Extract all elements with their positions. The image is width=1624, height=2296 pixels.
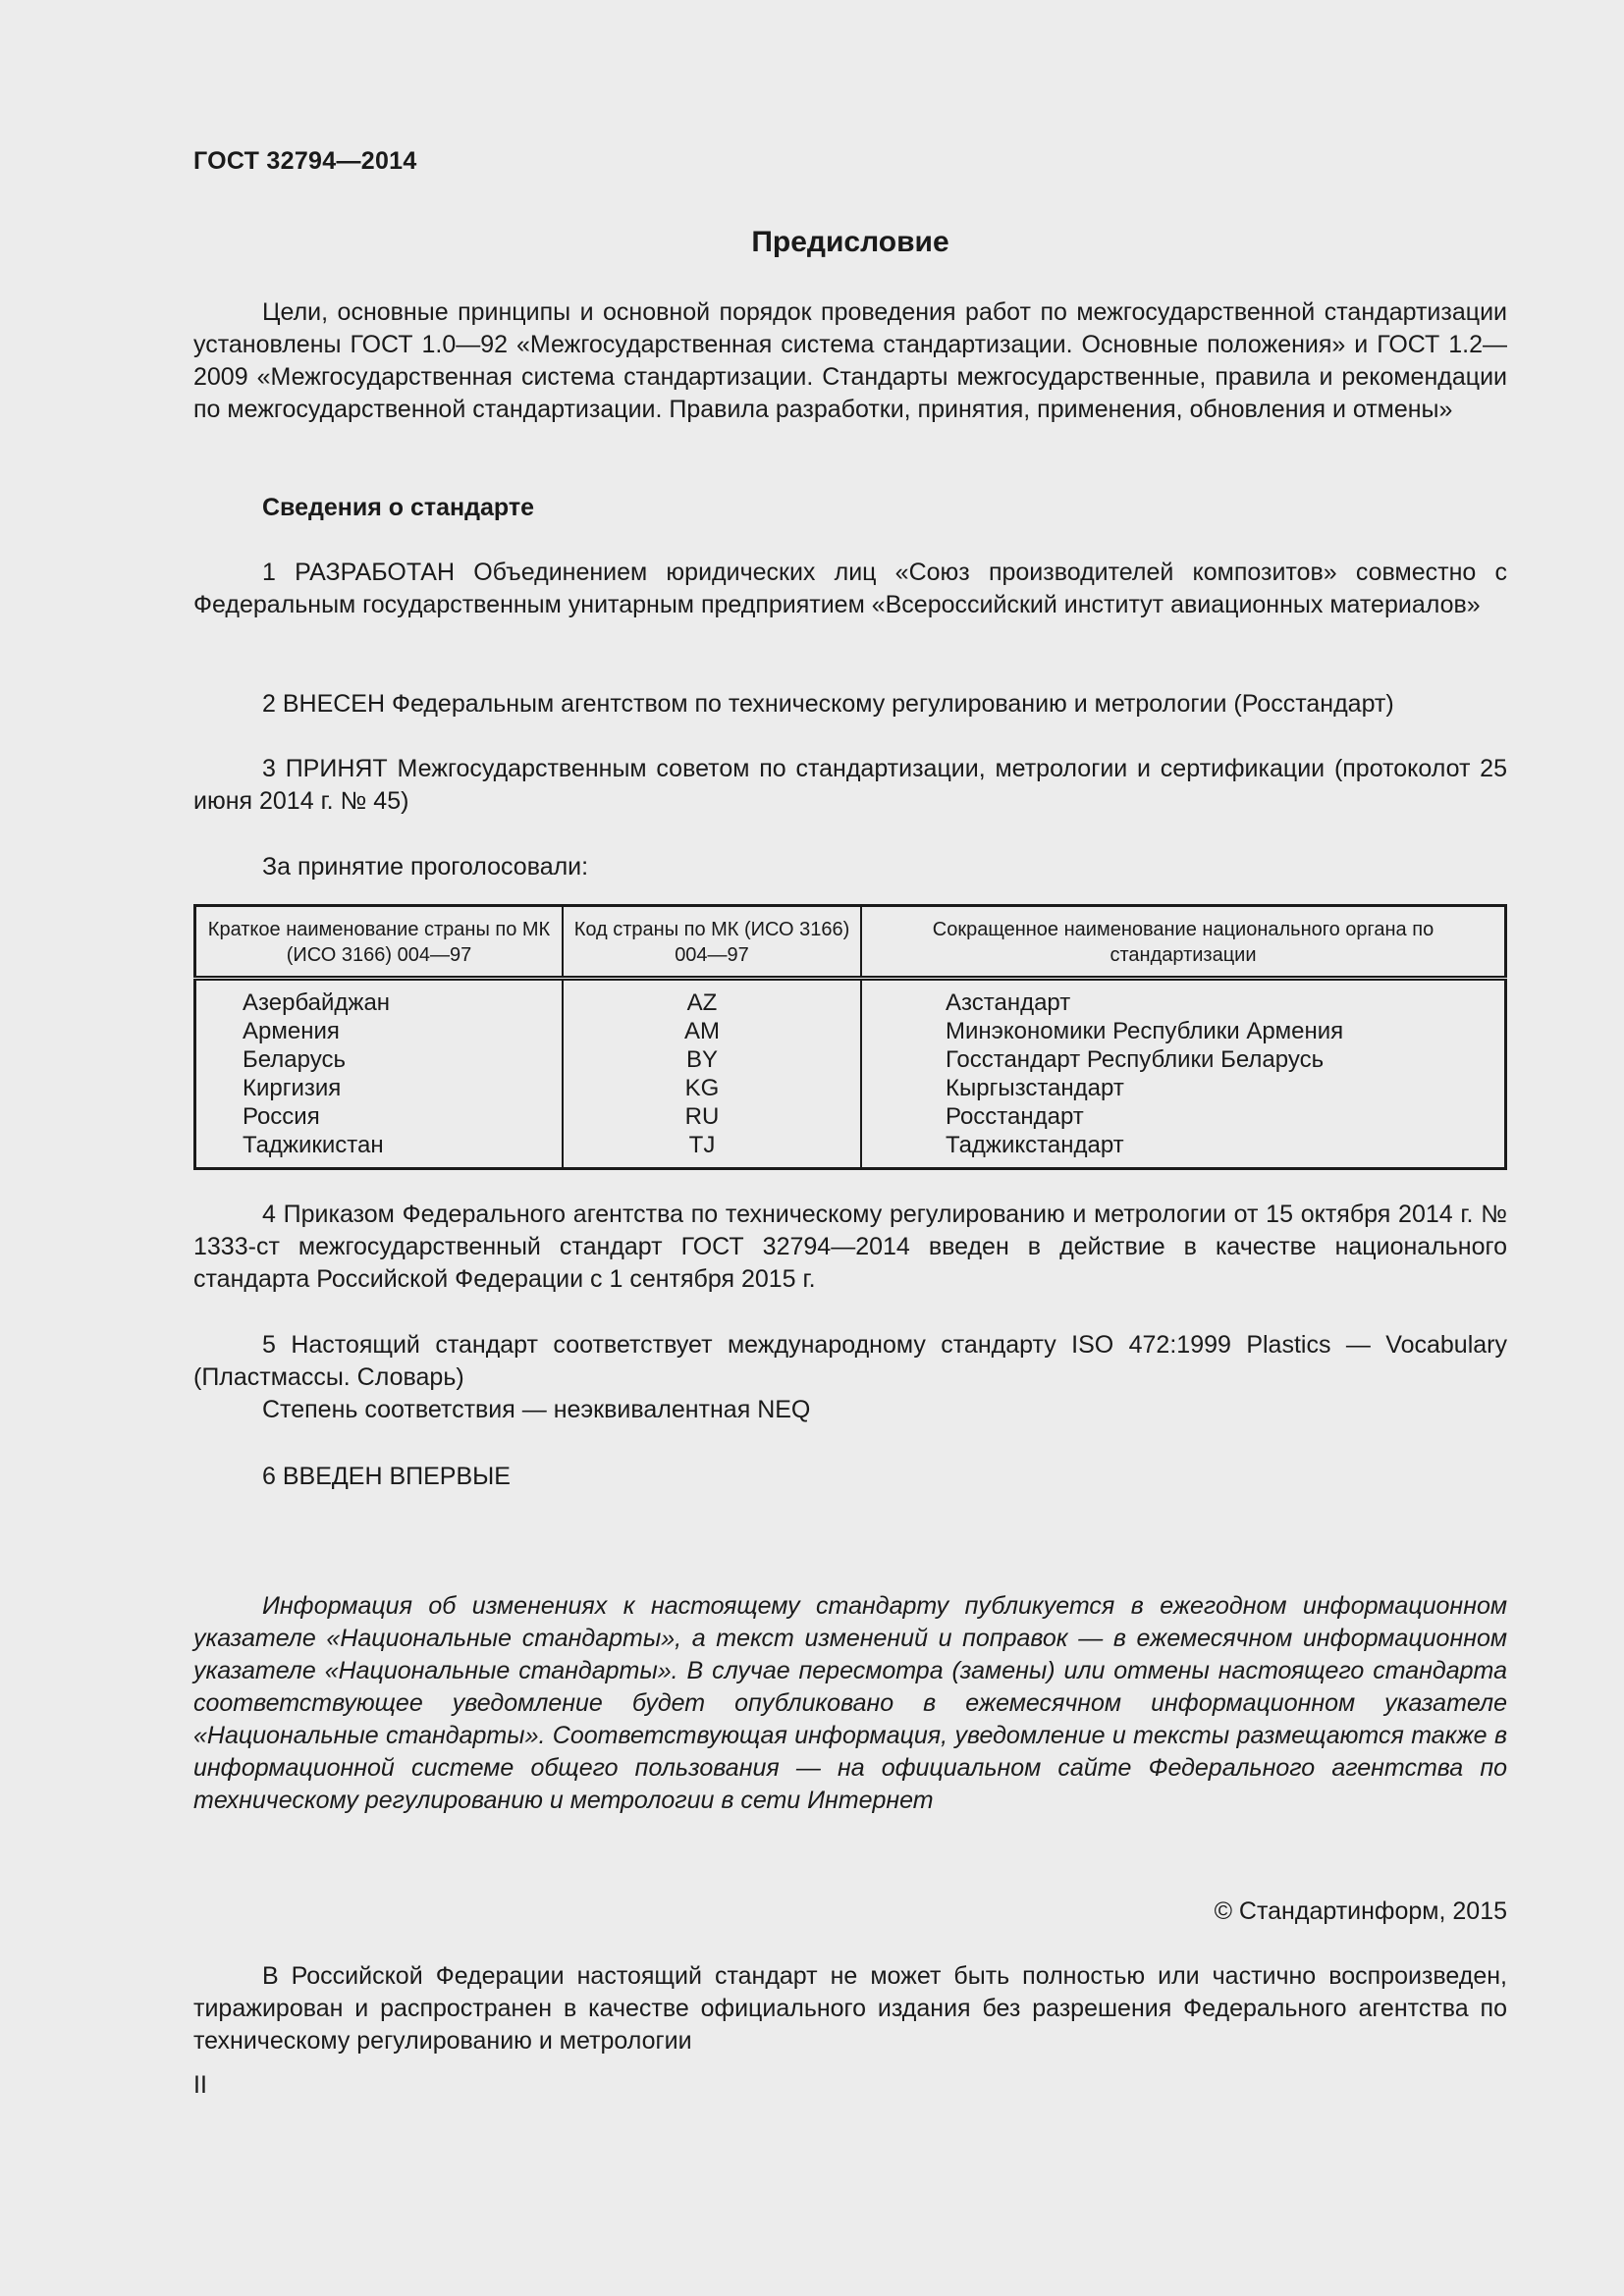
restriction-notice: В Российской Федерации настоящий стандарт не может быть полностью или частично воспроизведен, тиражирован и распространен в качестве официального издания без разрешения Федерального агентства по техническому регулированию и метрологии [193, 1962, 1507, 2055]
standards-body: Минэкономики Республики Армения [946, 1018, 1344, 1044]
item-6-introduced: 6 ВВЕДЕН ВПЕРВЫЕ [262, 1463, 511, 1490]
table-row [195, 979, 1506, 1169]
item-1-developed: 1 РАЗРАБОТАН Объединением юридических лиц «Союз производителей композитов» совместно с Федеральным государственным унитарным предприятием «Всероссийский институт авиационных материалов» [193, 559, 1507, 618]
item-4-order: 4 Приказом Федерального агентства по техническому регулированию и метрологии от 15 октября 2014 г. № 1333-ст межгосударственный стандарт ГОСТ 32794—2014 введен в действие в качестве национального стандарта Российской Федерации с 1 сентября 2015 г. [193, 1201, 1507, 1293]
item-5-degree: Степень соответствия — неэквивалентная NEQ [262, 1396, 811, 1423]
country-name: Таджикистан [243, 1132, 384, 1158]
standards-body: Росстандарт [946, 1103, 1084, 1130]
standards-body: Таджикстандарт [946, 1132, 1124, 1158]
country-codes-cell [563, 979, 861, 1169]
country-name: Беларусь [243, 1046, 346, 1073]
document-header: ГОСТ 32794—2014 [193, 147, 417, 175]
item-5-compliance: 5 Настоящий стандарт соответствует международному стандарту ISO 472:1999 Plastics — Vocabulary (Пластмассы. Словарь) [193, 1331, 1507, 1391]
item-2-submitted: 2 ВНЕСЕН Федеральным агентством по техническому регулированию и метрологии (Росстандарт) [262, 690, 1394, 718]
country-name: Россия [243, 1103, 320, 1130]
page-number: II [193, 2071, 207, 2099]
votes-table [193, 904, 1507, 1170]
amendments-info: Информация об изменениях к настоящему стандарту публикуется в ежегодном информационном указателе «Национальные стандарты», а текст изменений и поправок — в ежемесячном информационном указателе «Национальные стандарты». В случае пересмотра (замены) или отмены настоящего стандарта соответствующее уведомление будет опубликовано в ежемесячном информационном указателе «Национальные стандарты». Соответствующая информация, уведомление и тексты размещаются также в информационной системе общего пользования — на официальном сайте Федерального агентства по техническому регулированию и метрологии в сети Интернет [193, 1592, 1507, 1814]
country-name: Киргизия [243, 1075, 342, 1101]
intro-paragraph: Цели, основные принципы и основной порядок проведения работ по межгосударственной стандартизации установлены ГОСТ 1.0—92 «Межгосударственная система стандартизации. Основные положения» и ГОСТ 1.2—2009 «Межгосударственная система стандартизации. Стандарты межгосударственные, правила и рекомендации по межгосударственной стандартизации. Правила разработки, принятия, применения, обновления и отмены» [193, 298, 1507, 423]
country-code: AZ [686, 989, 718, 1016]
standards-body: Кыргызстандарт [946, 1075, 1124, 1101]
votes-intro: За принятие проголосовали: [262, 853, 589, 881]
country-names-cell [195, 979, 564, 1169]
country-code: RU [684, 1103, 720, 1130]
header-standards-body: Сокращенное наименование национального органа по стандартизации [861, 906, 1506, 979]
table-header-row [195, 906, 1506, 979]
country-name: Азербайджан [243, 989, 391, 1016]
header-country-code: Код страны по МК (ИСО 3166) 004—97 [563, 906, 861, 979]
page-title: Предисловие [751, 226, 949, 258]
item-3-adopted: 3 ПРИНЯТ Межгосударственным советом по стандартизации, метрологии и сертификации (протоколот 25 июня 2014 г. № 45) [193, 755, 1507, 815]
standards-bodies-cell [861, 979, 1506, 1169]
country-name: Армения [243, 1018, 340, 1044]
standards-body: Госстандарт Республики Беларусь [946, 1046, 1325, 1073]
copyright-notice: © Стандартинформ, 2015 [1214, 1897, 1507, 1925]
section-heading: Сведения о стандарте [262, 494, 535, 521]
country-code: AM [684, 1018, 720, 1044]
standards-body: Азстандарт [946, 989, 1071, 1016]
country-code: KG [684, 1075, 720, 1101]
header-country-name: Краткое наименование страны по МК (ИСО 3166) 004—97 [195, 906, 564, 979]
country-code: TJ [688, 1132, 716, 1158]
country-code: BY [685, 1046, 718, 1073]
